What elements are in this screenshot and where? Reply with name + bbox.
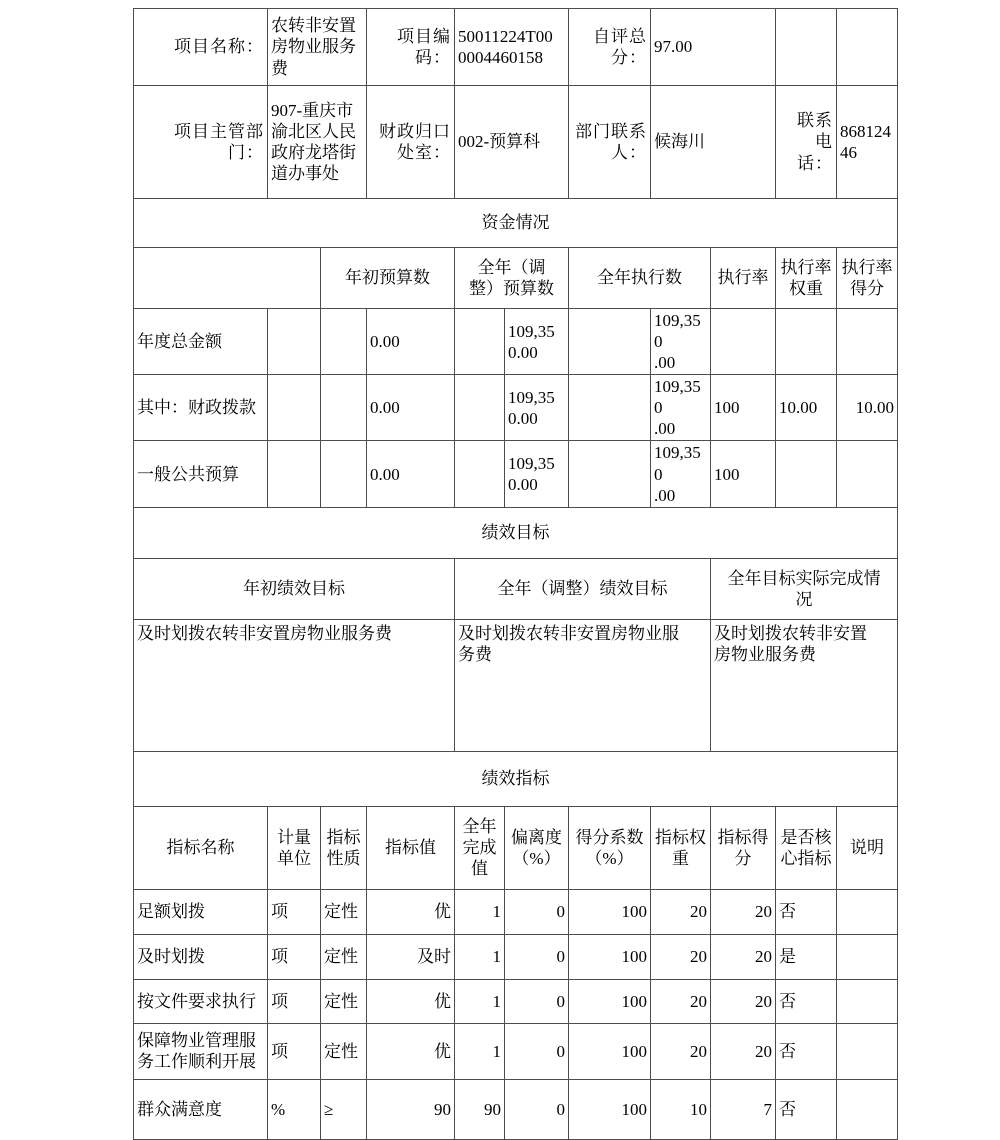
indicator-completed: 1 <box>455 934 505 979</box>
empty-cell <box>321 441 367 507</box>
indicator-name: 及时划拨 <box>134 934 268 979</box>
indicator-score-coef: 100 <box>569 1079 651 1139</box>
indicator-completed: 1 <box>455 889 505 934</box>
indicator-weight: 20 <box>651 1023 711 1079</box>
funding-row <box>134 441 898 507</box>
goals-header-row <box>134 558 898 619</box>
funding-header-executed: 全年执行数 <box>569 248 711 309</box>
empty-cell <box>321 309 367 375</box>
indicator-deviation: 0 <box>505 934 569 979</box>
empty-cell <box>569 375 651 441</box>
indicator-name: 按文件要求执行 <box>134 979 268 1023</box>
indicator-score: 20 <box>711 979 776 1023</box>
indicators-section-title-row <box>134 751 898 806</box>
indicator-weight: 10 <box>651 1079 711 1139</box>
indicator-header-weight: 指标权 重 <box>651 806 711 889</box>
contact-value: 候海川 <box>651 86 776 199</box>
indicator-row <box>134 1023 898 1079</box>
indicator-score: 20 <box>711 889 776 934</box>
finance-office-value: 002-预算科 <box>455 86 569 199</box>
project-code-label: 项目编 码： <box>367 9 455 86</box>
funding-row-label: 年度总金额 <box>134 309 268 375</box>
goals-header-actual: 全年目标实际完成情 况 <box>711 558 898 619</box>
self-score-value: 97.00 <box>651 9 776 86</box>
indicator-core: 否 <box>776 1079 837 1139</box>
phone-value: 868124 46 <box>837 86 898 199</box>
indicator-score: 20 <box>711 1023 776 1079</box>
empty-cell <box>268 309 321 375</box>
indicator-note <box>837 889 898 934</box>
funding-rate-score-value <box>837 441 898 507</box>
indicator-header-unit: 计量 单位 <box>268 806 321 889</box>
indicator-core: 否 <box>776 1023 837 1079</box>
funding-executed-value: 109,350 .00 <box>651 375 711 441</box>
indicator-header-deviation: 偏离度 （%） <box>505 806 569 889</box>
funding-initial-value: 0.00 <box>367 309 455 375</box>
funding-header-rate-weight: 执行率 权重 <box>776 248 837 309</box>
funding-initial-value: 0.00 <box>367 441 455 507</box>
indicator-target: 90 <box>367 1079 455 1139</box>
indicator-completed: 90 <box>455 1079 505 1139</box>
indicator-row <box>134 979 898 1023</box>
funding-rate-value <box>711 309 776 375</box>
funding-row <box>134 309 898 375</box>
indicator-score-coef: 100 <box>569 889 651 934</box>
indicator-weight: 20 <box>651 934 711 979</box>
funding-row-label: 其中：财政拨款 <box>134 375 268 441</box>
funding-rate-value: 100 <box>711 375 776 441</box>
project-name-label: 项目名称： <box>134 9 268 86</box>
goals-actual-value: 及时划拨农转非安置 房物业服务费 <box>711 619 898 751</box>
funding-header-row <box>134 248 898 309</box>
indicator-score: 7 <box>711 1079 776 1139</box>
dept-label: 项目主管部 门： <box>134 86 268 199</box>
indicator-deviation: 0 <box>505 1023 569 1079</box>
funding-rate-weight-value <box>776 441 837 507</box>
indicator-score: 20 <box>711 934 776 979</box>
funding-initial-value: 0.00 <box>367 375 455 441</box>
indicators-section-title: 绩效指标 <box>134 751 898 806</box>
funding-adjusted-value: 109,35 0.00 <box>505 309 569 375</box>
funding-row-label: 一般公共预算 <box>134 441 268 507</box>
indicator-weight: 20 <box>651 979 711 1023</box>
indicator-note <box>837 979 898 1023</box>
goals-header-adjusted: 全年（调整）绩效目标 <box>455 558 711 619</box>
indicator-core: 是 <box>776 934 837 979</box>
indicator-header-completed: 全年 完成 值 <box>455 806 505 889</box>
funding-adjusted-value: 109,35 0.00 <box>505 375 569 441</box>
empty-cell <box>134 248 321 309</box>
indicator-header-target: 指标值 <box>367 806 455 889</box>
phone-label: 联系 电 话： <box>776 86 837 199</box>
indicator-name: 足额划拨 <box>134 889 268 934</box>
funding-rate-weight-value <box>776 309 837 375</box>
project-code-value: 50011224T00 0004460158 <box>455 9 569 86</box>
funding-rate-value: 100 <box>711 441 776 507</box>
goals-section-title-row <box>134 507 898 558</box>
indicator-name: 群众满意度 <box>134 1079 268 1139</box>
indicator-row <box>134 934 898 979</box>
indicator-nature: 定性 <box>321 889 367 934</box>
indicator-completed: 1 <box>455 1023 505 1079</box>
indicator-row <box>134 1079 898 1139</box>
empty-cell <box>776 9 837 86</box>
dept-value: 907-重庆市 渝北区人民 政府龙塔街 道办事处 <box>268 86 367 199</box>
indicator-note <box>837 934 898 979</box>
performance-evaluation-table <box>133 8 898 1140</box>
funding-rate-weight-value: 10.00 <box>776 375 837 441</box>
indicator-deviation: 0 <box>505 889 569 934</box>
indicator-nature: 定性 <box>321 934 367 979</box>
indicator-unit: 项 <box>268 979 321 1023</box>
indicator-core: 否 <box>776 889 837 934</box>
indicator-nature: 定性 <box>321 1023 367 1079</box>
funding-adjusted-value: 109,35 0.00 <box>505 441 569 507</box>
goals-content-row <box>134 619 898 751</box>
indicator-score-coef: 100 <box>569 979 651 1023</box>
goals-adjusted-value: 及时划拨农转非安置房物业服 务费 <box>455 619 711 751</box>
finance-office-label: 财政归口 处室： <box>367 86 455 199</box>
indicator-unit: 项 <box>268 934 321 979</box>
indicator-unit: 项 <box>268 889 321 934</box>
funding-header-rate-score: 执行率 得分 <box>837 248 898 309</box>
indicator-header-score: 指标得 分 <box>711 806 776 889</box>
indicator-header-core: 是否核 心指标 <box>776 806 837 889</box>
empty-cell <box>569 309 651 375</box>
empty-cell <box>268 441 321 507</box>
empty-cell <box>268 375 321 441</box>
funding-section-title-row <box>134 199 898 248</box>
empty-cell <box>455 309 505 375</box>
empty-cell <box>455 375 505 441</box>
goals-section-title: 绩效目标 <box>134 507 898 558</box>
project-info-row-1 <box>134 9 898 86</box>
indicator-target: 及时 <box>367 934 455 979</box>
indicator-header-name: 指标名称 <box>134 806 268 889</box>
indicators-header-row <box>134 806 898 889</box>
indicator-name: 保障物业管理服 务工作顺利开展 <box>134 1023 268 1079</box>
indicator-deviation: 0 <box>505 979 569 1023</box>
indicator-row <box>134 889 898 934</box>
funding-header-initial: 年初预算数 <box>321 248 455 309</box>
funding-header-adjusted: 全年（调 整）预算数 <box>455 248 569 309</box>
empty-cell <box>569 441 651 507</box>
indicator-score-coef: 100 <box>569 1023 651 1079</box>
indicator-core: 否 <box>776 979 837 1023</box>
indicator-unit: 项 <box>268 1023 321 1079</box>
goals-header-initial: 年初绩效目标 <box>134 558 455 619</box>
empty-cell <box>321 375 367 441</box>
project-name-value: 农转非安置 房物业服务 费 <box>268 9 367 86</box>
funding-row <box>134 375 898 441</box>
funding-rate-score-value <box>837 309 898 375</box>
indicator-deviation: 0 <box>505 1079 569 1139</box>
goals-initial-value: 及时划拨农转非安置房物业服务费 <box>134 619 455 751</box>
indicator-note <box>837 1023 898 1079</box>
self-score-label: 自评总 分： <box>569 9 651 86</box>
empty-cell <box>837 9 898 86</box>
funding-executed-value: 109,350 .00 <box>651 441 711 507</box>
indicator-nature: 定性 <box>321 979 367 1023</box>
indicator-header-note: 说明 <box>837 806 898 889</box>
indicator-completed: 1 <box>455 979 505 1023</box>
funding-section-title: 资金情况 <box>134 199 898 248</box>
indicator-header-nature: 指标 性质 <box>321 806 367 889</box>
indicator-header-score-coef: 得分系数 （%） <box>569 806 651 889</box>
funding-rate-score-value: 10.00 <box>837 375 898 441</box>
indicator-note <box>837 1079 898 1139</box>
funding-executed-value: 109,350 .00 <box>651 309 711 375</box>
empty-cell <box>455 441 505 507</box>
contact-label: 部门联系 人： <box>569 86 651 199</box>
indicator-score-coef: 100 <box>569 934 651 979</box>
project-info-row-2 <box>134 86 898 199</box>
indicator-target: 优 <box>367 889 455 934</box>
indicator-target: 优 <box>367 1023 455 1079</box>
indicator-weight: 20 <box>651 889 711 934</box>
indicator-target: 优 <box>367 979 455 1023</box>
indicator-unit: % <box>268 1079 321 1139</box>
funding-header-rate: 执行率 <box>711 248 776 309</box>
indicator-nature: ≥ <box>321 1079 367 1139</box>
